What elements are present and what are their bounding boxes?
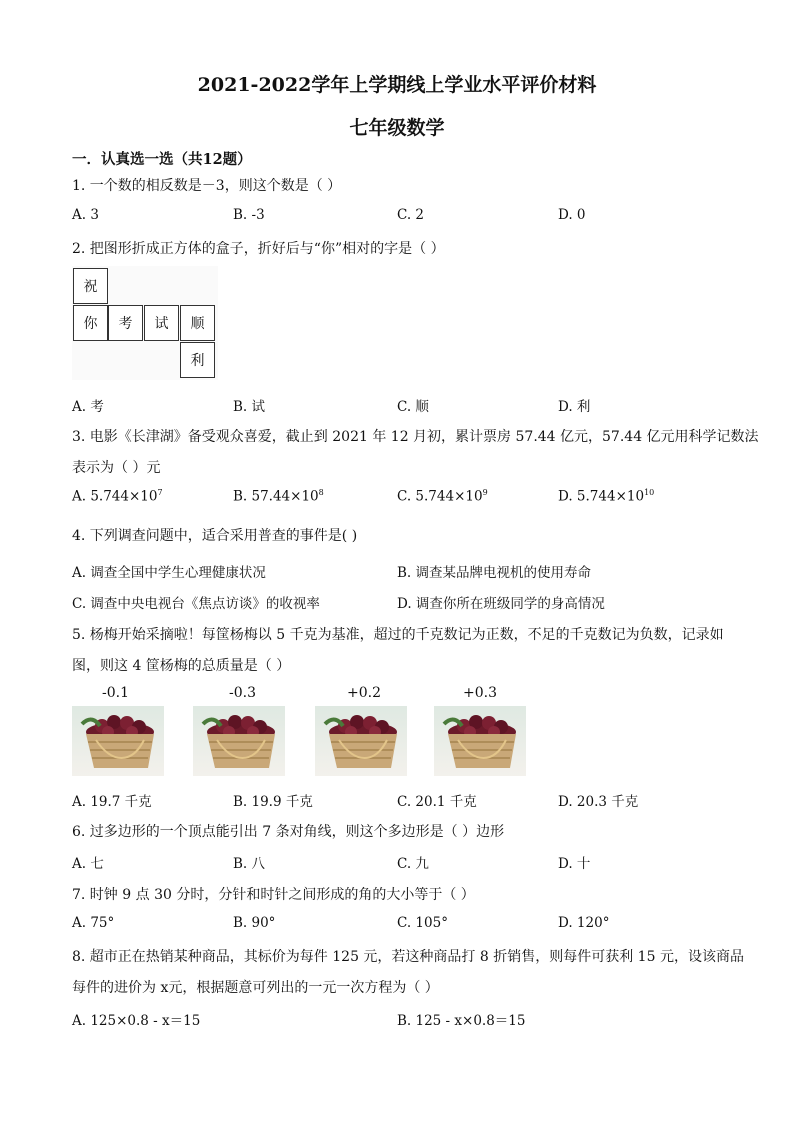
q6-option-b[interactable]: B. 八 (233, 856, 266, 872)
net-cell-ni: 你 (73, 305, 108, 341)
question-8-line-1: 8. 超市正在热销某种商品，其标价为每件 125 元，若这种商品打 8 折销售，则每件可获利 15 元，设该商品 (72, 949, 744, 965)
q3-option-c[interactable]: C. $5.744\times 10^9$ (397, 488, 488, 505)
bayberry-basket-image (315, 706, 407, 776)
q6-option-d[interactable]: D. 十 (558, 856, 591, 872)
question-5-line-1: 5. 杨梅开始采摘啦！每筐杨梅以 5 千克为基准，超过的千克数记为正数，不足的千克数记为负数，记录如 (72, 627, 724, 643)
bayberry-basket-image (434, 706, 526, 776)
net-cell-li: 利 (180, 342, 215, 378)
net-cell-zhu: 祝 (73, 268, 108, 304)
q3-option-b[interactable]: B. $57.44\times 10^8$ (233, 488, 324, 505)
q8-option-b[interactable]: B. 125 - x×0.8＝15 (397, 1013, 526, 1029)
question-2: 2. 把图形折成正方体的盒子，折好后与“你”相对的字是（ ） (72, 241, 445, 257)
q4-option-b[interactable]: B. 调查某品牌电视机的使用寿命 (397, 565, 592, 581)
bayberry-basket-image (72, 706, 164, 776)
q3-option-a[interactable]: A. $5.744\times 10^7$ (72, 488, 163, 505)
question-1: 1. 一个数的相反数是－3，则这个数是（ ） (72, 178, 342, 194)
q5-option-b[interactable]: B. 19.9 千克 (233, 794, 313, 810)
q2-option-a[interactable]: A. 考 (72, 399, 104, 415)
question-6: 6. 过多边形的一个顶点能引出 7 条对角线，则这个多边形是（ ）边形 (72, 824, 505, 840)
question-4: 4. 下列调查问题中，适合采用普查的事件是( ) (72, 528, 358, 544)
net-cell-kao: 考 (108, 305, 143, 341)
question-8-line-2: 每件的进价为 x元，根据题意可列出的一元一次方程为（ ） (72, 980, 439, 996)
bayberry-basket-image (193, 706, 285, 776)
q5-option-c[interactable]: C. 20.1 千克 (397, 794, 477, 810)
q4-option-c[interactable]: C. 调查中央电视台《焦点访谈》的收视率 (72, 596, 320, 612)
net-cell-shun: 顺 (180, 305, 215, 341)
q5-option-d[interactable]: D. 20.3 千克 (558, 794, 639, 810)
q4-option-d[interactable]: D. 调查你所在班级同学的身高情况 (397, 596, 605, 612)
basket-label-3: +0.2 (347, 685, 381, 701)
net-cell-shi: 试 (144, 305, 179, 341)
q8-option-a[interactable]: A. 125×0.8 - x＝15 (72, 1013, 201, 1029)
q1-option-a[interactable]: A. 3 (72, 207, 99, 223)
q1-option-b[interactable]: B. -3 (233, 207, 265, 223)
q7-option-c[interactable]: C. 105° (397, 915, 448, 931)
section-heading: 一．认真选一选（共12题） (72, 151, 252, 168)
q2-option-d[interactable]: D. 利 (558, 399, 591, 415)
q7-option-a[interactable]: A. 75° (72, 915, 115, 931)
q6-option-a[interactable]: A. 七 (72, 856, 104, 872)
q5-option-a[interactable]: A. 19.7 千克 (72, 794, 152, 810)
q7-option-b[interactable]: B. 90° (233, 915, 276, 931)
q4-option-a[interactable]: A. 调查全国中学生心理健康状况 (72, 565, 266, 581)
question-5-line-2: 图，则这 4 筐杨梅的总质量是（ ） (72, 658, 291, 674)
q1-option-d[interactable]: D. 0 (558, 207, 586, 223)
q2-option-b[interactable]: B. 试 (233, 399, 266, 415)
question-7: 7. 时钟 9 点 30 分时，分针和时针之间形成的角的大小等于（ ） (72, 887, 475, 903)
basket-label-2: -0.3 (229, 685, 256, 701)
question-3-line-2: 表示为（ ）元 (72, 460, 161, 476)
question-3-line-1: 3. 电影《长津湖》备受观众喜爱，截止到 2021 年 12 月初，累计票房 57.44 亿元，57.44 亿元用科学记数法 (72, 429, 759, 445)
page-subtitle: 七年级数学 (349, 117, 445, 139)
basket-label-1: -0.1 (102, 685, 129, 701)
page-title: 2021-2022学年上学期线上学业水平评价材料 (197, 74, 597, 96)
q2-option-c[interactable]: C. 顺 (397, 399, 429, 415)
q6-option-c[interactable]: C. 九 (397, 856, 429, 872)
q1-option-c[interactable]: C. 2 (397, 207, 425, 223)
q3-option-d[interactable]: D. $5.744\times 10^{10}$ (558, 488, 655, 505)
q7-option-d[interactable]: D. 120° (558, 915, 610, 931)
basket-label-4: +0.3 (463, 685, 497, 701)
